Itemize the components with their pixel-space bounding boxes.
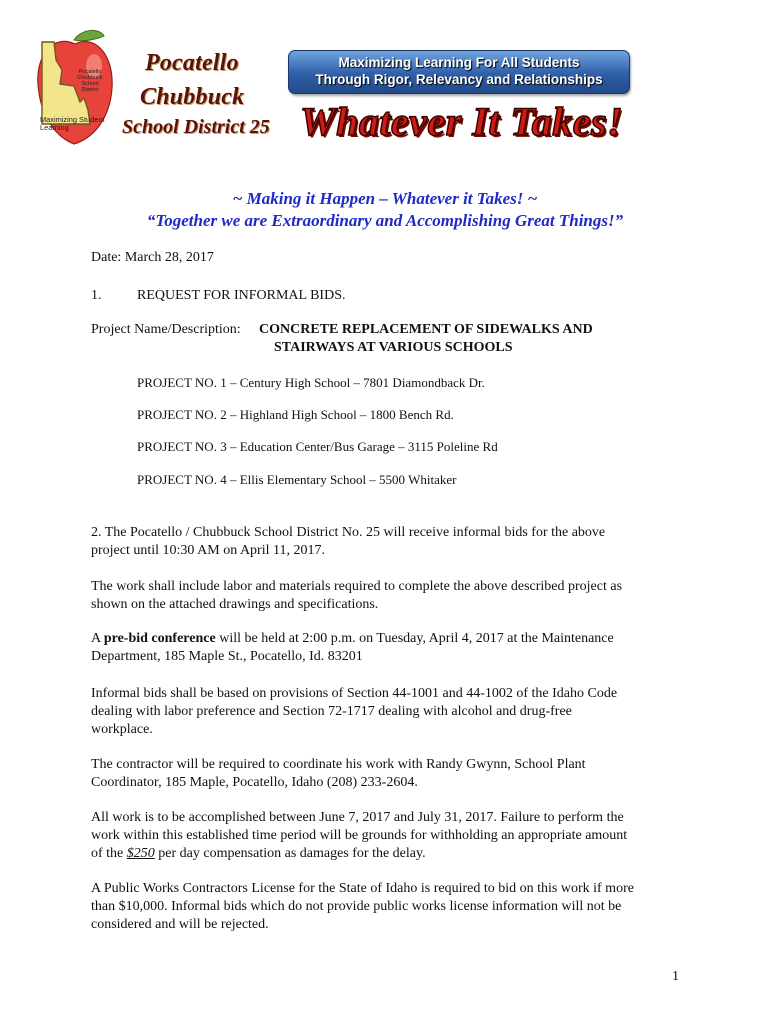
text-span: will be held at 2:00 p.m. on Tuesday, April 4, 2017 at the Maintenance (215, 631, 614, 646)
text-line: dealing with labor preference and Section 72-1717 dealing with alcohol and drug-free (91, 704, 572, 719)
section-number: 1. (91, 288, 102, 303)
text-span: of the (91, 846, 127, 861)
text-line (91, 630, 691, 648)
text-line: considered and will be rejected. (91, 917, 269, 932)
paragraph-coordinator (91, 756, 691, 792)
project-description-line2: STAIRWAYS AT VARIOUS SCHOOLS (274, 340, 513, 355)
paragraph-bid-deadline (91, 524, 691, 560)
banner-line2: Through Rigor, Relevancy and Relationships (315, 72, 603, 87)
paragraph-schedule (91, 809, 691, 863)
text-line: A Public Works Contractors License for the State of Idaho is required to bid on this work if more (91, 881, 634, 896)
text-line: All work is to be accomplished between June 7, 2017 and July 31, 2017. Failure to perform the (91, 810, 624, 825)
project-item: PROJECT NO. 2 – Highland High School – 1800 Bench Rd. (137, 407, 454, 422)
paragraph-prebid (91, 630, 691, 666)
project-item: PROJECT NO. 1 – Century High School – 7801 Diamondback Dr. (137, 375, 485, 390)
prebid-conference-term: pre-bid conference (103, 631, 216, 646)
paragraph-scope (91, 578, 691, 614)
text-span: per day compensation as damages for the delay. (154, 846, 426, 861)
document-date: Date: March 28, 2017 (91, 250, 214, 265)
text-line: Coordinator, 185 Maple, Pocatello, Idaho (208) 233-2604. (91, 775, 418, 790)
text-line: The work shall include labor and materials required to complete the above described project as (91, 579, 623, 594)
text-line: shown on the attached drawings and specifications. (91, 597, 379, 612)
text-span: A (91, 631, 104, 646)
mission-banner (288, 50, 630, 94)
text-line: Department, 185 Maple St., Pocatello, Id. 83201 (91, 649, 363, 664)
paragraph-license (91, 880, 691, 934)
section-title: REQUEST FOR INFORMAL BIDS. (137, 288, 346, 303)
text-line: workplace. (91, 722, 153, 737)
text-line: project until 10:30 AM on April 11, 2017. (91, 543, 325, 558)
page-number: 1 (672, 969, 679, 984)
slogan: Whatever It Takes! (300, 99, 624, 144)
apple-state-logo-icon (34, 26, 116, 154)
text-line: 2. The Pocatello / Chubbuck School District No. 25 will receive informal bids for the above (91, 525, 606, 540)
banner-line1: Maximizing Learning For All Students (338, 55, 580, 70)
project-item: PROJECT NO. 3 – Education Center/Bus Garage – 3115 Poleline Rd (137, 439, 498, 454)
paragraph-idaho-code (91, 685, 691, 739)
district-name-line1: Pocatello (145, 50, 239, 76)
text-line (91, 845, 691, 863)
text-line: than $10,000. Informal bids which do not provide public works license information will not be (91, 899, 622, 914)
district-logo (34, 26, 116, 154)
damages-amount: $250 (126, 846, 155, 861)
text-line: work within this established time period will be grounds for withholding an appropriate amount (91, 828, 628, 843)
project-description-line1: CONCRETE REPLACEMENT OF SIDEWALKS AND (259, 322, 593, 337)
logo-bottom-text: Maximizing Student Learning (40, 115, 105, 132)
district-name-line2: Chubbuck (140, 84, 245, 110)
logo-top-text: Pocatello Chubbuck School District (77, 69, 103, 93)
project-label: Project Name/Description: (91, 322, 241, 337)
motto-line1: ~ Making it Happen – Whatever it Takes! ~ (232, 189, 538, 208)
project-item: PROJECT NO. 4 – Ellis Elementary School – 5500 Whitaker (137, 472, 457, 487)
district-name-line3: School District 25 (122, 116, 270, 138)
motto-line2: “Together we are Extraordinary and Accomplishing Great Things!” (146, 211, 624, 230)
text-line: Informal bids shall be based on provisions of Section 44-1001 and 44-1002 of the Idaho Code (91, 686, 618, 701)
text-line: The contractor will be required to coordinate his work with Randy Gwynn, School Plant (91, 757, 586, 772)
